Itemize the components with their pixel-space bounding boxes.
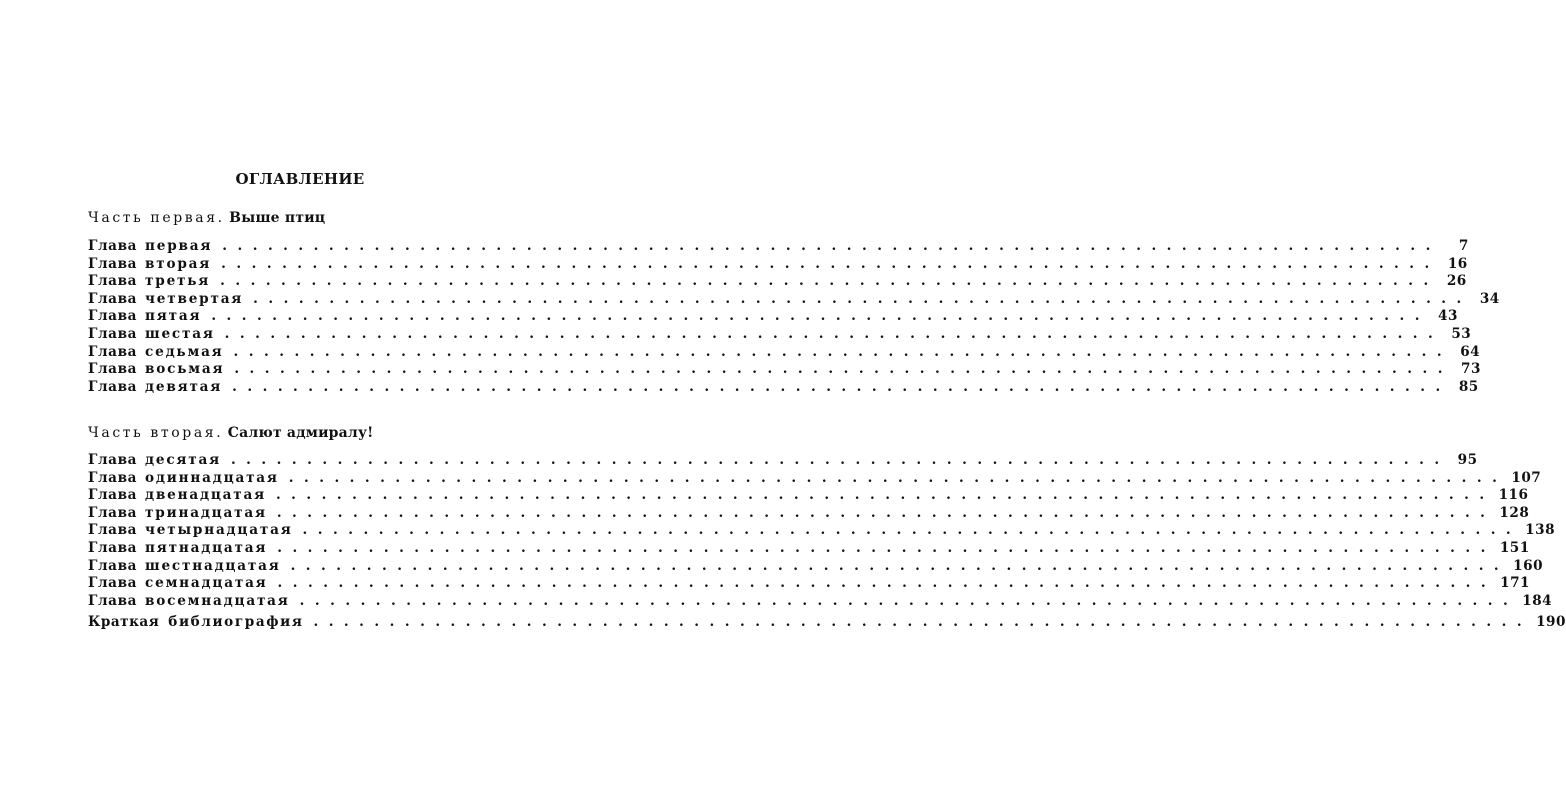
bibliography-word1: Краткая <box>88 614 160 630</box>
chapter-entry[interactable] <box>88 255 1468 274</box>
dot-leader: ................................................................................ <box>313 614 1533 630</box>
chapter-name: седьмая <box>145 343 224 360</box>
part-title: Выше птиц <box>229 210 326 226</box>
chapter-word: Глава <box>88 325 138 342</box>
chapter-name: восемнадцатая <box>145 592 290 609</box>
toc-title: ОГЛАВЛЕНИЕ <box>235 170 365 188</box>
part-1-entries <box>88 238 1500 396</box>
bibliography-entry[interactable] <box>88 614 1566 632</box>
chapter-entry[interactable] <box>88 290 1500 309</box>
chapter-entry[interactable] <box>88 592 1553 611</box>
chapter-name: шестая <box>145 325 215 342</box>
chapter-entry[interactable] <box>88 452 1478 470</box>
chapter-word: Глава <box>88 539 138 556</box>
chapter-name: пятая <box>145 308 202 325</box>
chapter-word: Глава <box>88 238 138 254</box>
page-number: 107 <box>1511 469 1542 486</box>
page-number: 95 <box>1457 452 1478 468</box>
chapter-word: Глава <box>88 452 138 468</box>
chapter-name: четырнадцатая <box>145 522 293 539</box>
dot-leader: ................................................................................ <box>221 255 1440 272</box>
dot-leader: ................................................................................ <box>230 452 1450 468</box>
chapter-name: шестнадцатая <box>145 557 281 574</box>
chapter-word: Глава <box>88 378 138 395</box>
dot-leader: ................................................................................ <box>277 539 1496 556</box>
chapter-entry[interactable] <box>88 325 1472 344</box>
chapter-entry[interactable] <box>88 522 1556 540</box>
page-number: 160 <box>1513 557 1544 574</box>
chapter-name: третья <box>145 273 211 290</box>
chapter-entry[interactable] <box>88 343 1481 362</box>
dot-leader: ................................................................................ <box>234 361 1453 378</box>
page-number: 34 <box>1479 290 1500 307</box>
chapter-entry[interactable] <box>88 504 1530 523</box>
chapter-word: Глава <box>88 487 138 504</box>
page-number: 26 <box>1446 273 1467 290</box>
chapter-entry[interactable] <box>88 361 1481 379</box>
part-title: Салют адмиралу! <box>227 425 374 441</box>
page-number: 116 <box>1498 487 1529 504</box>
page-number: 151 <box>1499 539 1530 556</box>
chapter-word: Глава <box>88 290 138 307</box>
chapter-entry[interactable] <box>88 487 1529 505</box>
page-number: 85 <box>1458 378 1479 395</box>
chapter-name: четвертая <box>145 290 244 307</box>
part-heading-2 <box>88 425 374 441</box>
chapter-name: тринадцатая <box>145 504 267 521</box>
chapter-word: Глава <box>88 469 138 486</box>
chapter-word: Глава <box>88 504 138 521</box>
page-number: 43 <box>1438 308 1458 325</box>
dot-leader: ................................................................................ <box>224 325 1444 342</box>
page-number: 184 <box>1522 592 1553 609</box>
chapter-entry[interactable] <box>88 539 1530 558</box>
chapter-entry[interactable] <box>88 238 1469 256</box>
chapter-name: первая <box>145 238 213 254</box>
page-number: 16 <box>1447 255 1468 272</box>
chapter-name: пятнадцатая <box>145 539 268 556</box>
chapter-entry[interactable] <box>88 575 1531 593</box>
dot-leader: ................................................................................ <box>232 378 1451 395</box>
page-number: 138 <box>1525 522 1556 539</box>
chapter-name: восьмая <box>145 361 225 378</box>
dot-leader: ................................................................................ <box>290 557 1510 574</box>
chapter-word: Глава <box>88 343 138 360</box>
dot-leader: ................................................................................ <box>220 273 1439 290</box>
page-number: 53 <box>1451 325 1472 342</box>
chapter-word: Глава <box>88 592 138 609</box>
dot-leader: ................................................................................ <box>277 575 1497 592</box>
chapter-name: семнадцатая <box>145 575 268 592</box>
part-2-entries <box>88 452 1556 610</box>
chapter-word: Глава <box>88 575 138 592</box>
chapter-entry[interactable] <box>88 308 1458 326</box>
chapter-name: двенадцатая <box>145 487 266 504</box>
page-number: 7 <box>1458 238 1469 254</box>
page-number: 190 <box>1536 614 1566 630</box>
chapter-word: Глава <box>88 557 138 574</box>
dot-leader: ................................................................................ <box>299 592 1519 609</box>
chapter-name: девятая <box>145 378 223 395</box>
chapter-name: десятая <box>145 452 221 468</box>
chapter-entry[interactable] <box>88 273 1467 291</box>
dot-leader: ................................................................................ <box>302 522 1522 539</box>
dot-leader: ................................................................................ <box>275 487 1495 504</box>
chapter-entry[interactable] <box>88 378 1479 397</box>
bibliography-entry-wrap <box>88 614 1566 632</box>
part-heading-1 <box>88 210 325 226</box>
page-number: 128 <box>1499 504 1530 521</box>
chapter-name: одиннадцатая <box>145 469 279 486</box>
part-label: Часть вторая. <box>88 425 224 441</box>
chapter-entry[interactable] <box>88 469 1542 488</box>
bibliography-word2: библиография <box>168 614 304 630</box>
dot-leader: ................................................................................ <box>253 290 1472 307</box>
part-label: Часть первая. <box>88 210 225 226</box>
chapter-entry[interactable] <box>88 557 1544 576</box>
chapter-name: вторая <box>145 255 212 272</box>
chapter-word: Глава <box>88 308 138 325</box>
page-number: 73 <box>1461 361 1481 378</box>
chapter-word: Глава <box>88 273 138 290</box>
page-number: 64 <box>1460 343 1481 360</box>
dot-leader: ................................................................................ <box>211 308 1430 325</box>
chapter-word: Глава <box>88 361 138 378</box>
chapter-word: Глава <box>88 255 138 272</box>
dot-leader: ................................................................................ <box>233 343 1453 360</box>
dot-leader: ................................................................................ <box>288 469 1508 486</box>
chapter-word: Глава <box>88 522 138 539</box>
dot-leader: ................................................................................ <box>222 238 1441 254</box>
page-number: 171 <box>1500 575 1531 592</box>
dot-leader: ................................................................................ <box>276 504 1496 521</box>
